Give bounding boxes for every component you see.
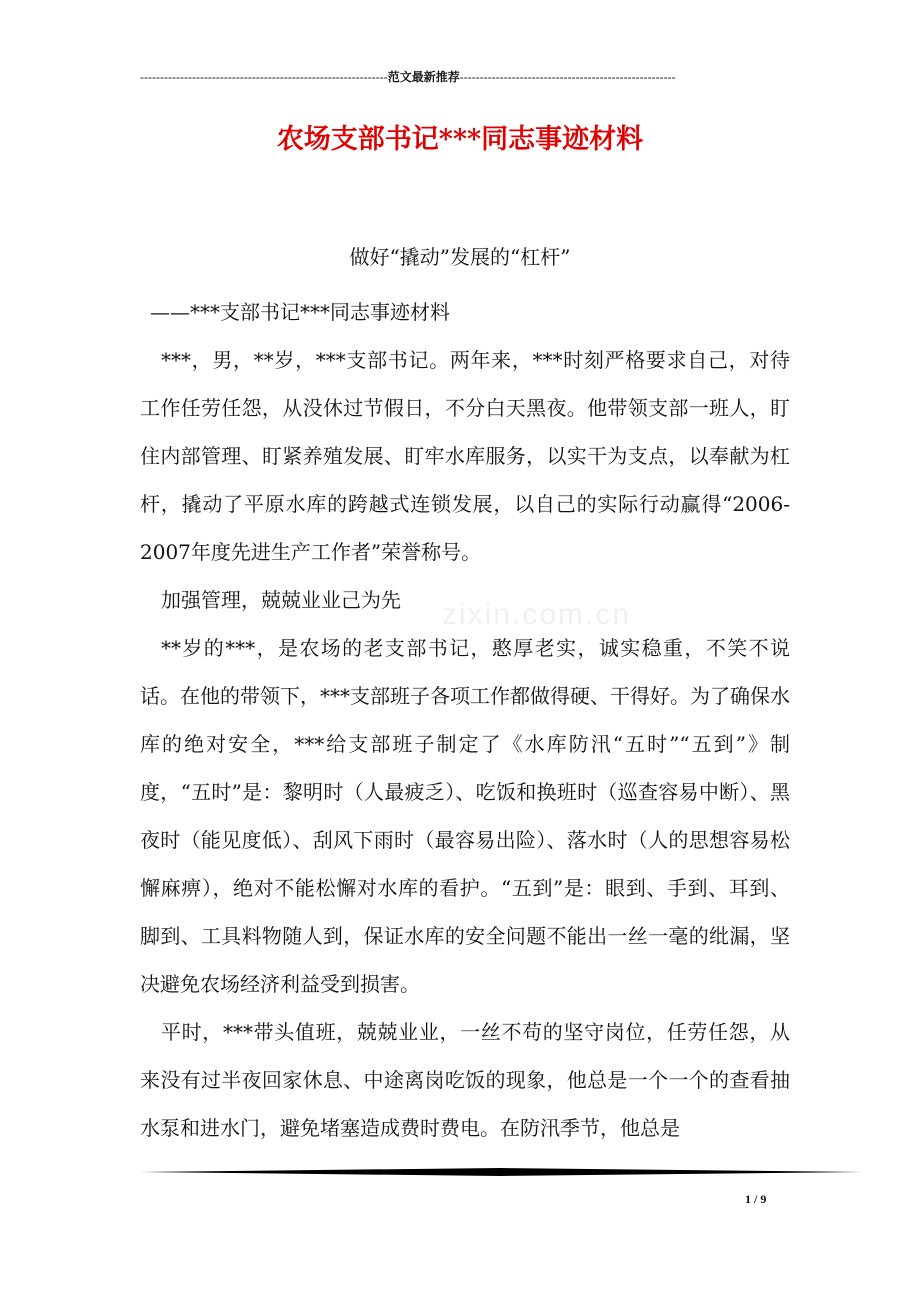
footer-rule — [140, 1168, 863, 1176]
document-body — [140, 288, 790, 1152]
body-paragraph: 平时，***带头值班，兢兢业业，一丝不苟的坚守岗位，任劳任怨，从来没有过半夜回家休息、中途离岗吃饭的现象，他总是一个一个的查看抽水泵和进水门，避免堵塞造成费时费电。在防汛季节，他总是 — [140, 1020, 790, 1140]
body-paragraph: **岁的***，是农场的老支部书记，憨厚老实，诚实稳重，不笑不说话。在他的带领下，***支部班子各项工作都做得硬、干得好。为了确保水库的绝对安全，***给支部班子制定了《水库防汛“五时”“五到”》制度，“五时”是：黎明时（人最疲乏）、吃饭和换班时（巡查容易中断）、黑夜时（能见度低）、刮风下雨时（最容易出险）、落水时（人的思想容易松懈麻痹），绝对不能松懈对水库的看护。“五到”是：眼到、手到、耳到、脚到、工具料物随人到，保证水库的安全问题不能出一丝一毫的纰漏，坚决避免农场经济利益受到损害。 — [140, 636, 790, 996]
watermark: zixin.com.cn — [442, 598, 632, 631]
document-title: 农场支部书记***同志事迹材料 — [276, 124, 644, 155]
document-subtitle: 做好“撬动”发展的“杠杆” — [349, 245, 571, 269]
header-dashes-left: -------------------------------------------------------------- — [140, 70, 388, 84]
byline-paragraph: ——***支部书记***同志事迹材料 — [150, 300, 450, 324]
page-header — [140, 68, 780, 86]
header-label: 范文最新推荐 — [387, 70, 460, 84]
page-number: 1 / 9 — [745, 1192, 767, 1206]
body-paragraph: ***，男，**岁，***支部书记。两年来，***时刻严格要求自己，对待工作任劳任怨，从没休过节假日，不分白天黑夜。他带领支部一班人，盯住内部管理、盯紧养殖发展、盯牢水库服务，以实干为支点，以奉献为杠杆，撬动了平原水库的跨越式连锁发展，以自己的实际行动赢得“2006-2007年度先进生产工作者”荣誉称号。 — [140, 348, 790, 564]
header-dashes-right: ------------------------------------------------------ — [459, 70, 676, 84]
section-heading: 加强管理，兢兢业业己为先 — [161, 588, 401, 612]
